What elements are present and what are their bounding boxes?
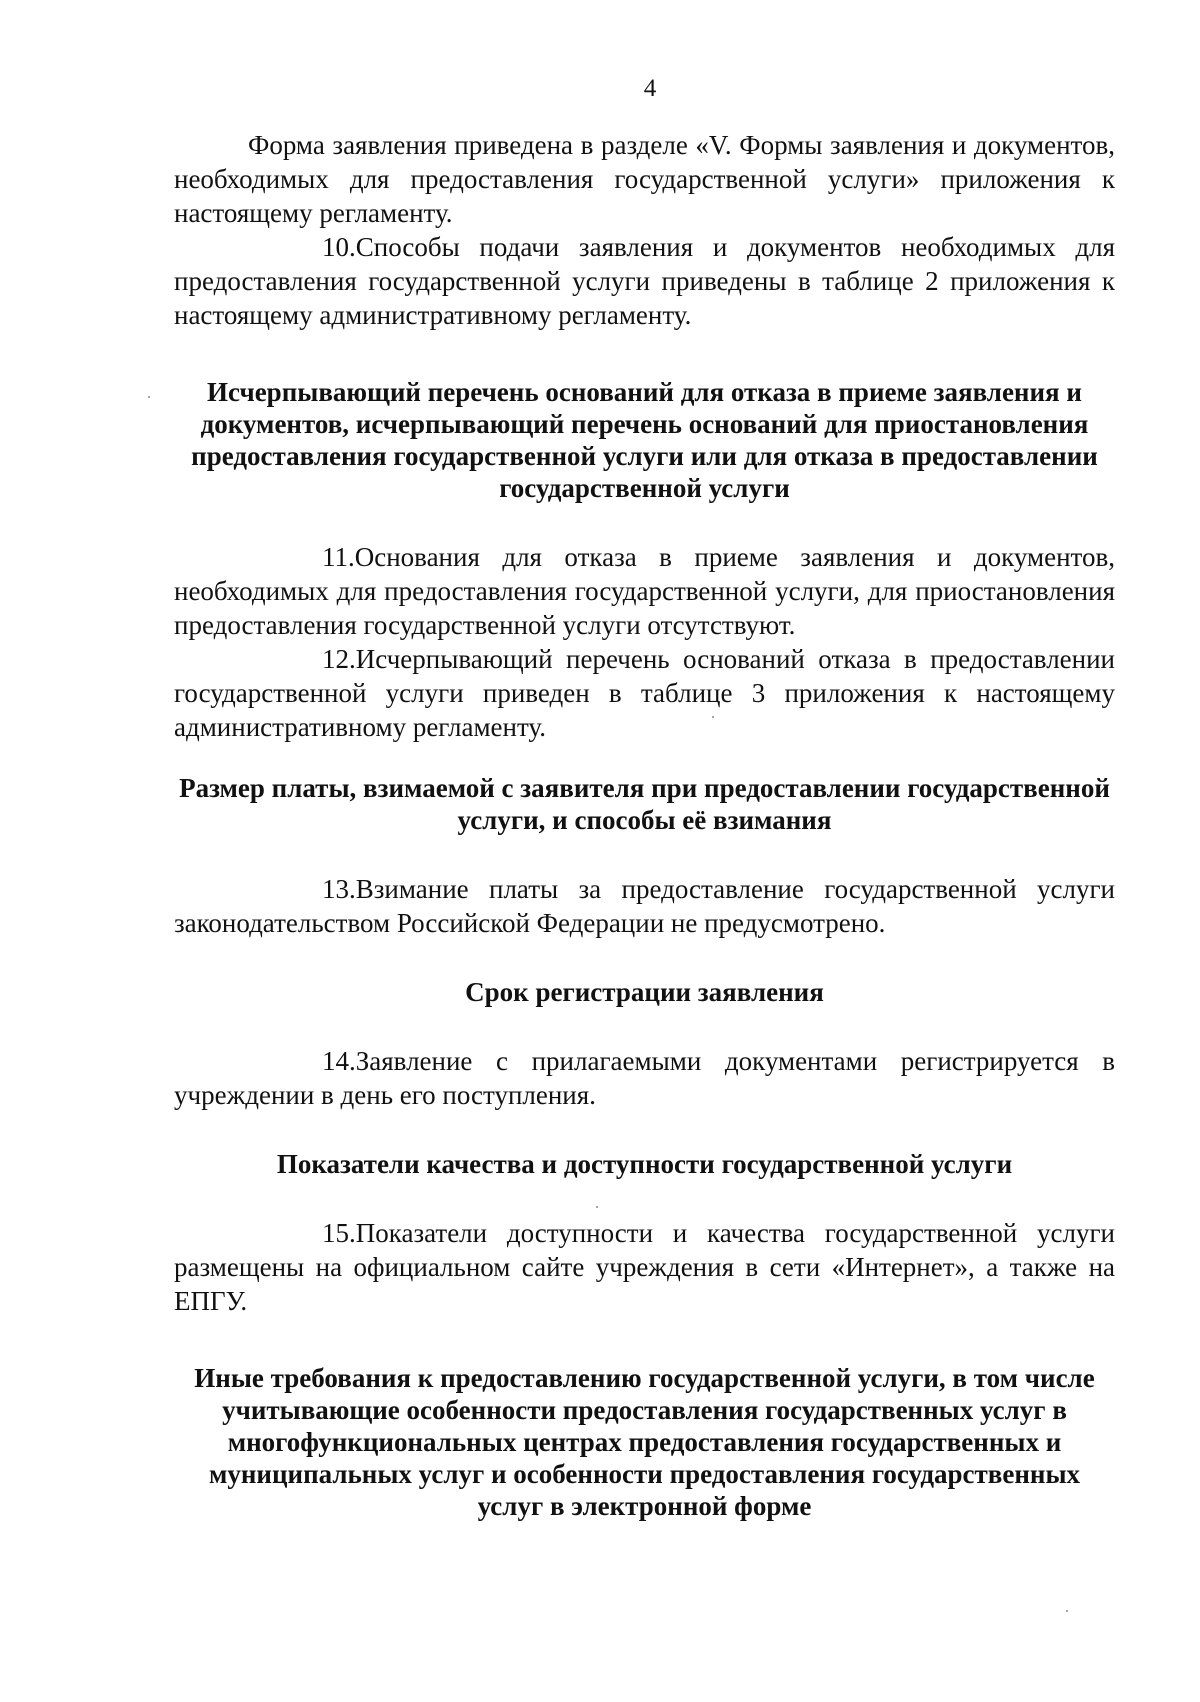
page-number: 4 (643, 75, 657, 102)
paragraph-13 (174, 872, 1115, 940)
paragraph-text: Исчерпывающий перечень оснований отказа в предоставлении государственной услуги приведен в таблице 3 приложения к настоящему административному регламенту. (174, 644, 1115, 742)
paragraph-14 (174, 1044, 1115, 1112)
paragraph-text: Заявление с прилагаемыми документами регистрируется в учреждении в день его поступления. (174, 1046, 1115, 1110)
paragraph-form (174, 128, 1115, 230)
paragraph-15 (174, 1216, 1115, 1318)
paragraph-11 (174, 540, 1115, 642)
scan-speck (1066, 1610, 1068, 1612)
paragraph-number: 14. (322, 1046, 356, 1076)
paragraph-text: Показатели доступности и качества государственной услуги размещены на официальном сайте учреждения в сети «Интернет», а также на ЕПГУ. (174, 1218, 1115, 1316)
section-heading-fee: Размер платы, взимаемой с заявителя при предоставлении государственной услуги, и способы её взимания (179, 773, 1110, 835)
paragraph-12 (174, 642, 1115, 744)
paragraph-number: 13. (322, 874, 356, 904)
paragraph-number: 10. (322, 232, 356, 262)
paragraph-10 (174, 230, 1115, 332)
section-heading-refusal-grounds: Исчерпывающий перечень оснований для отказа в приеме заявления и документов, исчерпывающий перечень оснований для приостановления предоставления государственной услуги или для отказа в предоставлении государственной услуги (191, 377, 1098, 503)
section-heading-quality-indicators: Показатели качества и доступности государственной услуги (276, 1149, 1013, 1179)
document-body (174, 128, 1115, 1522)
section-heading-registration-term: Срок регистрации заявления (465, 977, 824, 1007)
paragraph-text: Основания для отказа в приеме заявления и документов, необходимых для предоставления государственной услуги, для приостановления предоставления государственной услуги отсутствуют. (174, 542, 1115, 640)
section-heading-other-requirements: Иные требования к предоставлению государственной услуги, в том числе учитывающие особенности предоставления государственных услуг в многофункциональных центрах предоставления государственных и муниципальных услуг и особенности предоставления государственных услуг в электронной форме (194, 1363, 1095, 1521)
paragraph-number: 15. (322, 1218, 356, 1248)
scan-speck (596, 1206, 598, 1208)
scan-speck (712, 716, 714, 718)
scan-speck (148, 396, 150, 398)
paragraph-number: 12. (322, 644, 356, 674)
paragraph-text: Способы подачи заявления и документов необходимых для предоставления государственной услуги приведены в таблице 2 приложения к настоящему административному регламенту. (174, 232, 1115, 330)
paragraph-text: Взимание платы за предоставление государственной услуги законодательством Российской Федерации не предусмотрено. (174, 874, 1115, 938)
paragraph-number: 11. (322, 542, 355, 572)
paragraph-text: Форма заявления приведена в разделе «V. Формы заявления и документов, необходимых для предоставления государственной услуги» приложения к настоящему регламенту. (174, 130, 1115, 228)
